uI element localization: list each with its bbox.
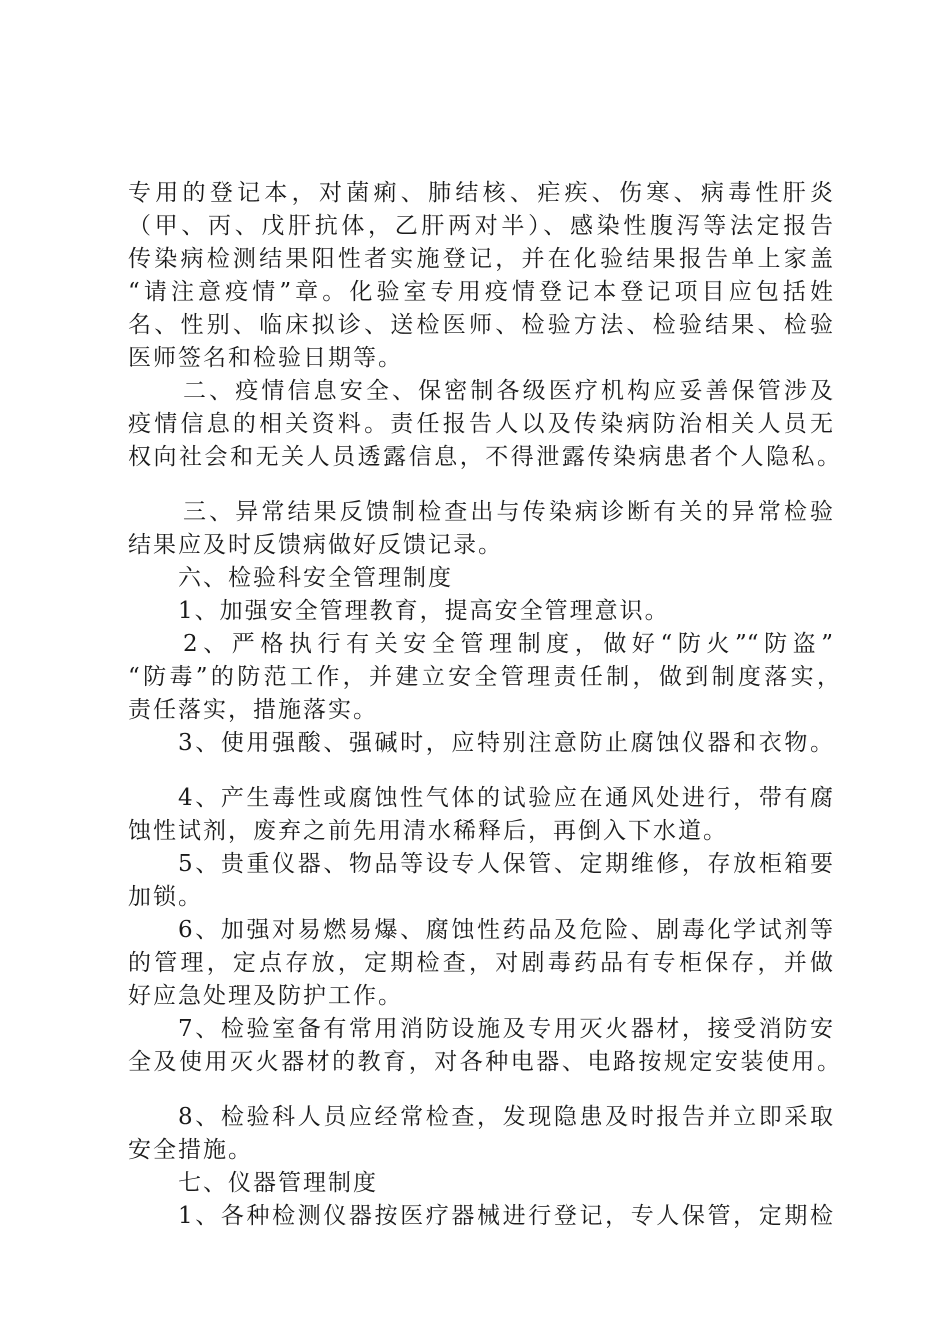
section-heading: 六、检验科安全管理制度 bbox=[178, 565, 453, 591]
paragraph-heading-line: 二、疫情信息安全、保密制各级医疗机构应妥善保管涉及 bbox=[183, 378, 833, 404]
list-item: 7、检验室备有常用消防设施及专用灭火器材，接受消防安 bbox=[178, 1016, 833, 1042]
text-line: 权向社会和无关人员透露信息，不得泄露传染病患者个人隐私。 bbox=[128, 444, 840, 470]
list-item: 1、各种检测仪器按医疗器械进行登记，专人保管，定期检 bbox=[178, 1203, 833, 1229]
text-line: （甲、丙、戊肝抗体，乙肝两对半）、感染性腹泻等法定报告 bbox=[128, 213, 833, 239]
list-item: 5、贵重仪器、物品等设专人保管、定期维修，存放柜箱要 bbox=[178, 851, 833, 877]
text-line: 专用的登记本，对菌痢、肺结核、疟疾、伤寒、病毒性肝炎 bbox=[128, 180, 833, 206]
paragraph-heading-line: 三、异常结果反馈制检查出与传染病诊断有关的异常检验 bbox=[183, 499, 833, 525]
text-line: 安全措施。 bbox=[128, 1137, 253, 1163]
text-line: 好应急处理及防护工作。 bbox=[128, 983, 403, 1009]
text-line: 名、性别、临床拟诊、送检医师、检验方法、检验结果、检验 bbox=[128, 312, 833, 338]
section-heading: 七、仪器管理制度 bbox=[178, 1170, 378, 1196]
text-line: “请注意疫情”章。化验室专用疫情登记本登记项目应包括姓 bbox=[128, 279, 833, 305]
list-item: 6、加强对易燃易爆、腐蚀性药品及危险、剧毒化学试剂等 bbox=[178, 917, 833, 943]
text-line: 蚀性试剂，废弃之前先用清水稀释后，再倒入下水道。 bbox=[128, 818, 728, 844]
text-line: 加锁。 bbox=[128, 884, 203, 910]
text-line: 全及使用灭火器材的教育，对各种电器、电路按规定安装使用。 bbox=[128, 1049, 840, 1075]
list-item: 4、产生毒性或腐蚀性气体的试验应在通风处进行，带有腐 bbox=[178, 785, 833, 811]
text-line: 医师签名和检验日期等。 bbox=[128, 345, 403, 371]
text-line: “防毒”的防范工作，并建立安全管理责任制，做到制度落实， bbox=[128, 664, 840, 690]
list-item: 8、检验科人员应经常检查，发现隐患及时报告并立即采取 bbox=[178, 1104, 833, 1130]
text-line: 责任落实，措施落实。 bbox=[128, 697, 378, 723]
list-item: 3、使用强酸、强碱时，应特别注意防止腐蚀仪器和衣物。 bbox=[178, 730, 833, 756]
text-line: 疫情信息的相关资料。责任报告人以及传染病防治相关人员无 bbox=[128, 411, 833, 437]
list-item: 2、严格执行有关安全管理制度，做好“防火”“防盗” bbox=[183, 631, 833, 657]
list-item: 1、加强安全管理教育，提高安全管理意识。 bbox=[178, 598, 670, 624]
text-line: 的管理，定点存放，定期检查，对剧毒药品有专柜保存，并做 bbox=[128, 950, 833, 976]
text-line: 传染病检测结果阳性者实施登记，并在化验结果报告单上家盖 bbox=[128, 246, 833, 272]
text-line: 结果应及时反馈病做好反馈记录。 bbox=[128, 532, 503, 558]
